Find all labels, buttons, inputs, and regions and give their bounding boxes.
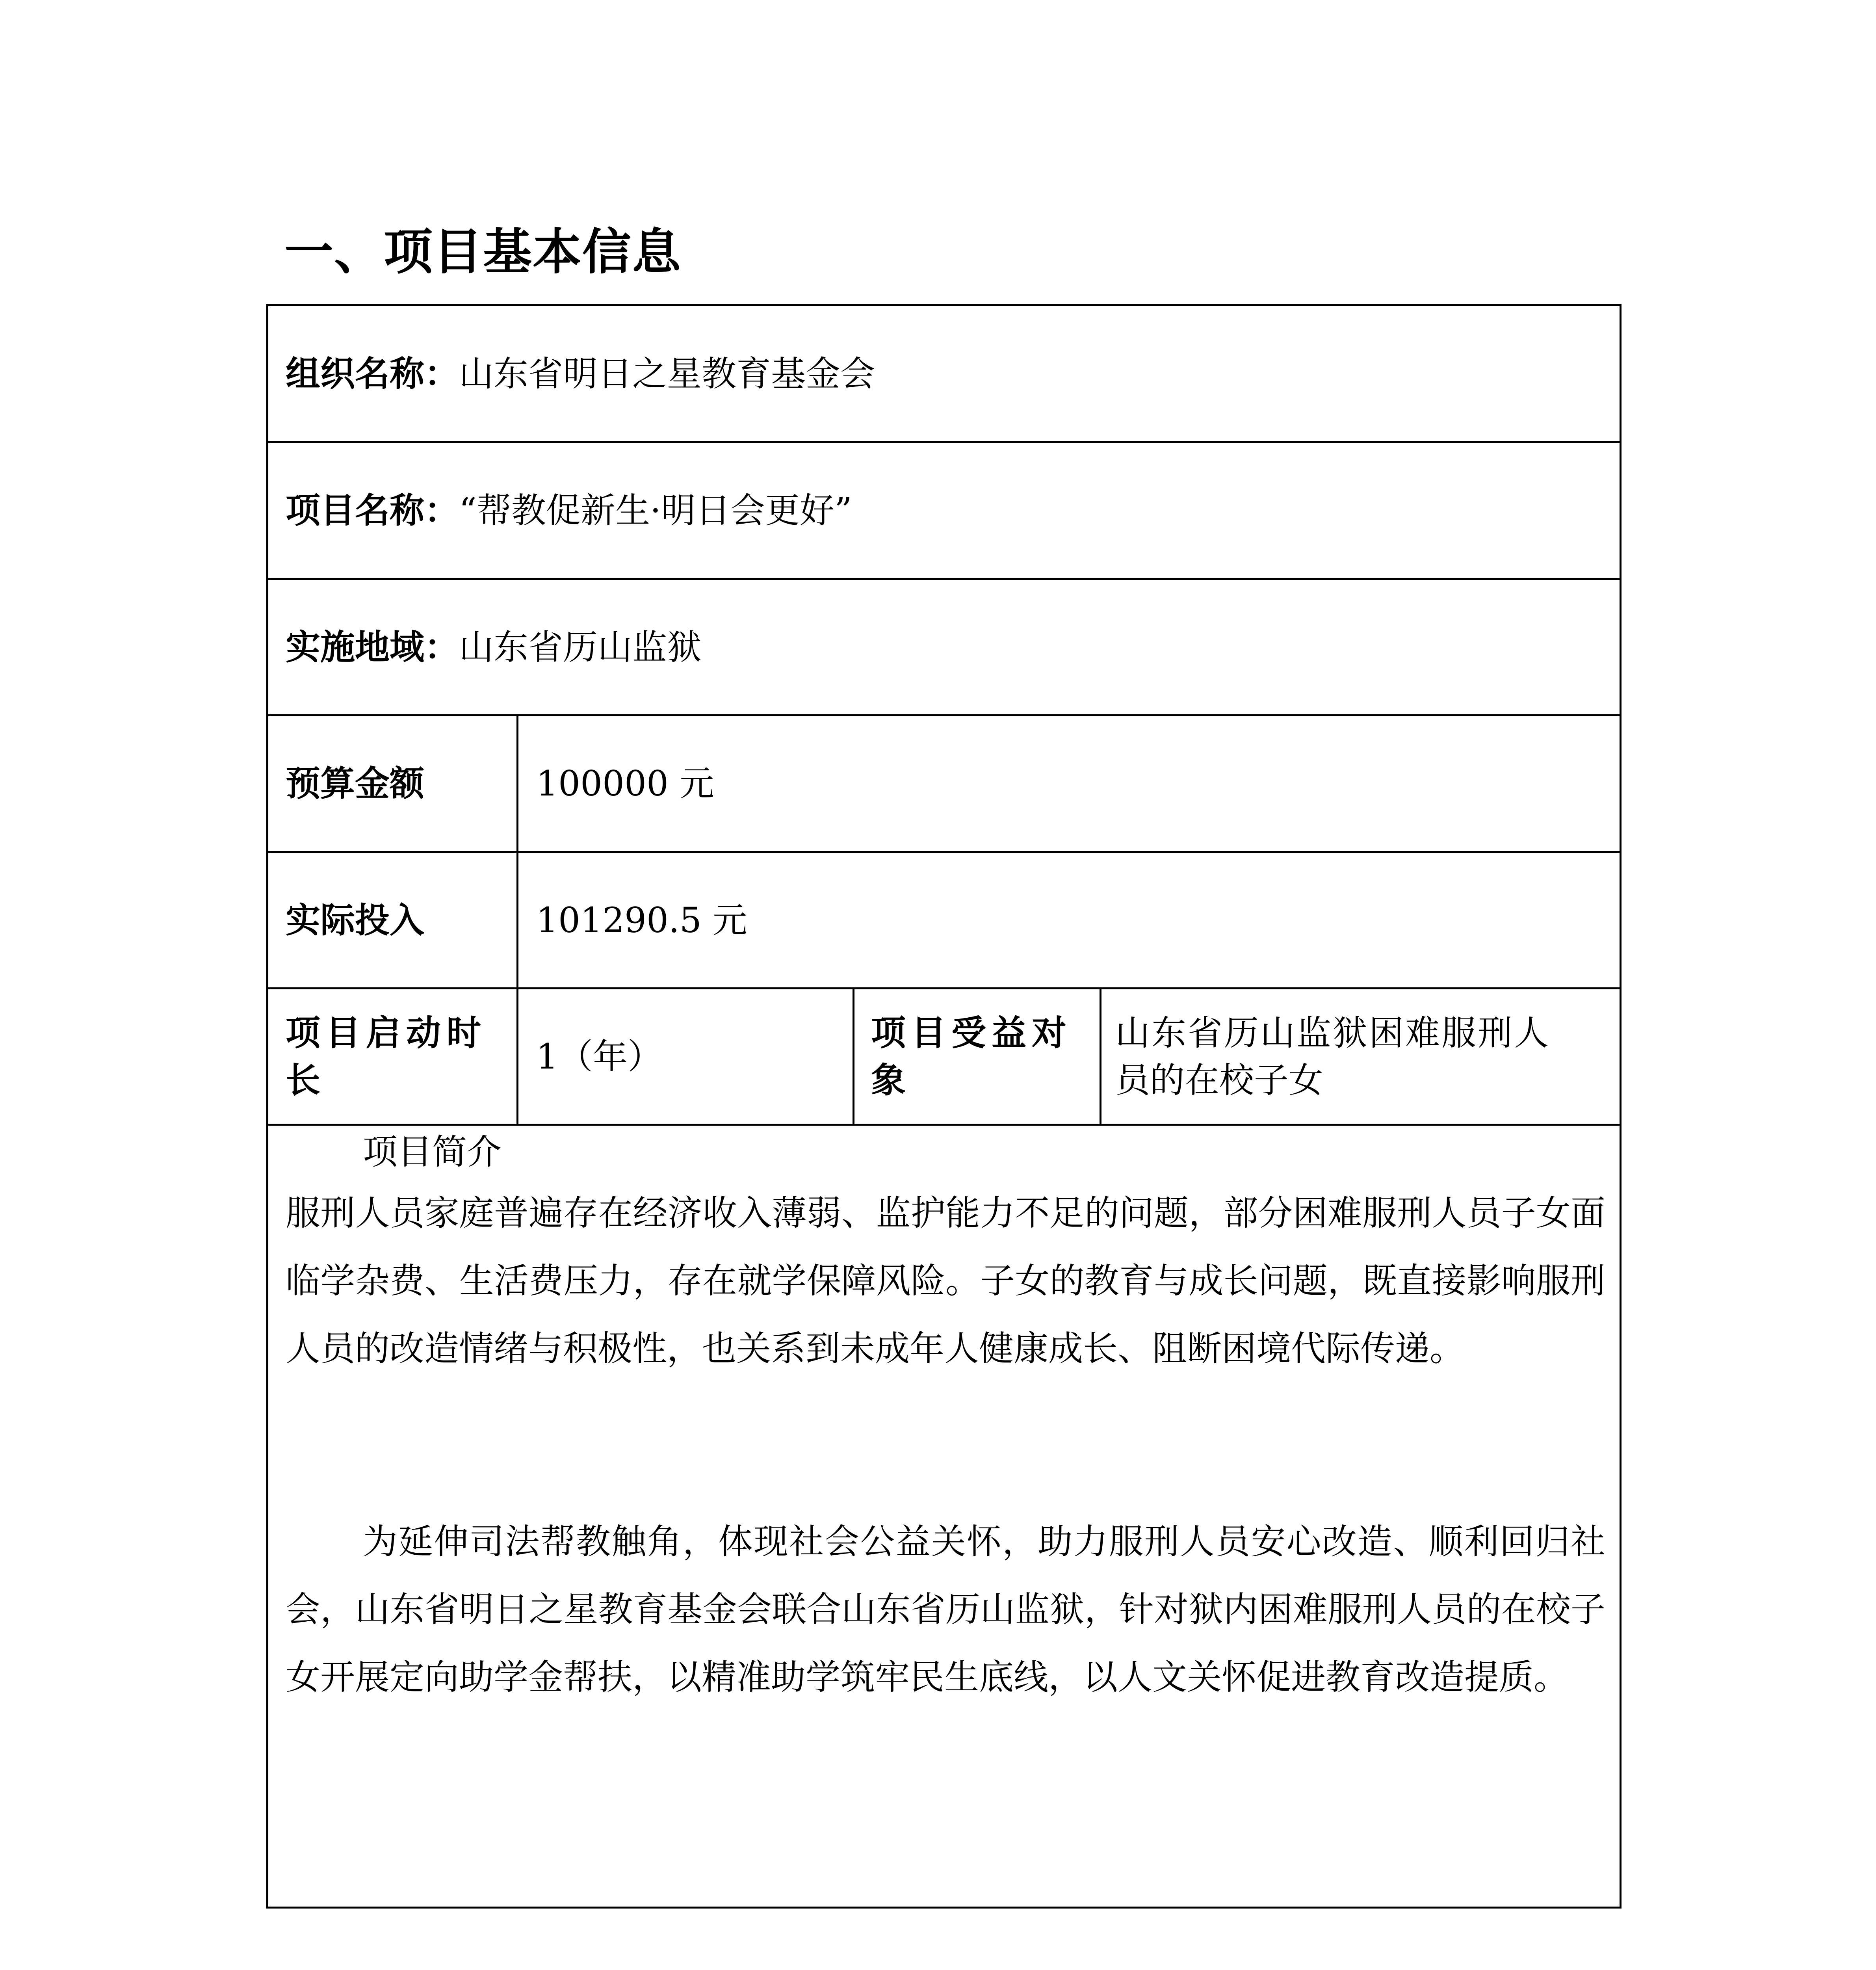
actual-label: 实际投入 [286,900,425,940]
budget-value: 100000 元 [536,763,714,804]
section-title: 一、项目基本信息 [284,224,682,281]
intro-heading: 项目简介 [363,1132,502,1172]
org-row [286,306,875,441]
budget-label: 预算金额 [286,763,425,804]
org-label: 组织名称： [286,353,459,394]
beneficiary-label [871,989,1072,1124]
project-label: 项目名称： [286,490,459,531]
duration-value: 1（年） [536,1036,662,1077]
row-divider [268,1124,1620,1126]
actual-value: 101290.5 元 [536,900,747,940]
org-value: 山东省明日之星教育基金会 [459,353,875,394]
beneficiary-value-line2: 员的在校子女 [1115,1059,1324,1100]
duration-label-line1: 项目启动时 [286,1012,487,1053]
column-divider [516,714,518,1126]
intro-paragraph-1: 服刑人员家庭普遍存在经济收入薄弱、监护能力不足的问题，部分困难服刑人员子女面临学杂费、生活费压力，存在就学保障风险。子女的教育与成长问题，既直接影响服刑人员的改造情绪与积极性，也关系到未成年人健康成长、阻断困境代际传递。 [286,1193,1605,1369]
column-divider [1100,987,1101,1126]
project-value: “帮教促新生·明日会更好” [459,490,852,531]
beneficiary-value [1115,989,1550,1124]
beneficiary-value-line1: 山东省历山监狱困难服刑人 [1115,1012,1551,1053]
project-row [286,443,852,578]
region-label: 实施地域： [286,626,459,667]
row-divider [268,851,1620,853]
intro-paragraph-2: 为延伸司法帮教触角，体现社会公益关怀，助力服刑人员安心改造、顺利回归社会，山东省明日之星教育基金会联合山东省历山监狱，针对狱内困难服刑人员的在校子女开展定向助学金帮扶，以精准助学筑牢民生底线，以人文关怀促进教育改造提质。 [286,1521,1605,1697]
beneficiary-label-line2: 象 [871,1059,906,1100]
beneficiary-label-line1: 项目受益对 [871,1012,1072,1053]
region-row [286,580,702,714]
duration-label [286,989,487,1124]
duration-label-line2: 长 [286,1059,321,1100]
region-value: 山东省历山监狱 [459,626,702,667]
project-info-table [266,304,1622,1909]
row-divider [268,714,1620,716]
column-divider [853,987,854,1126]
